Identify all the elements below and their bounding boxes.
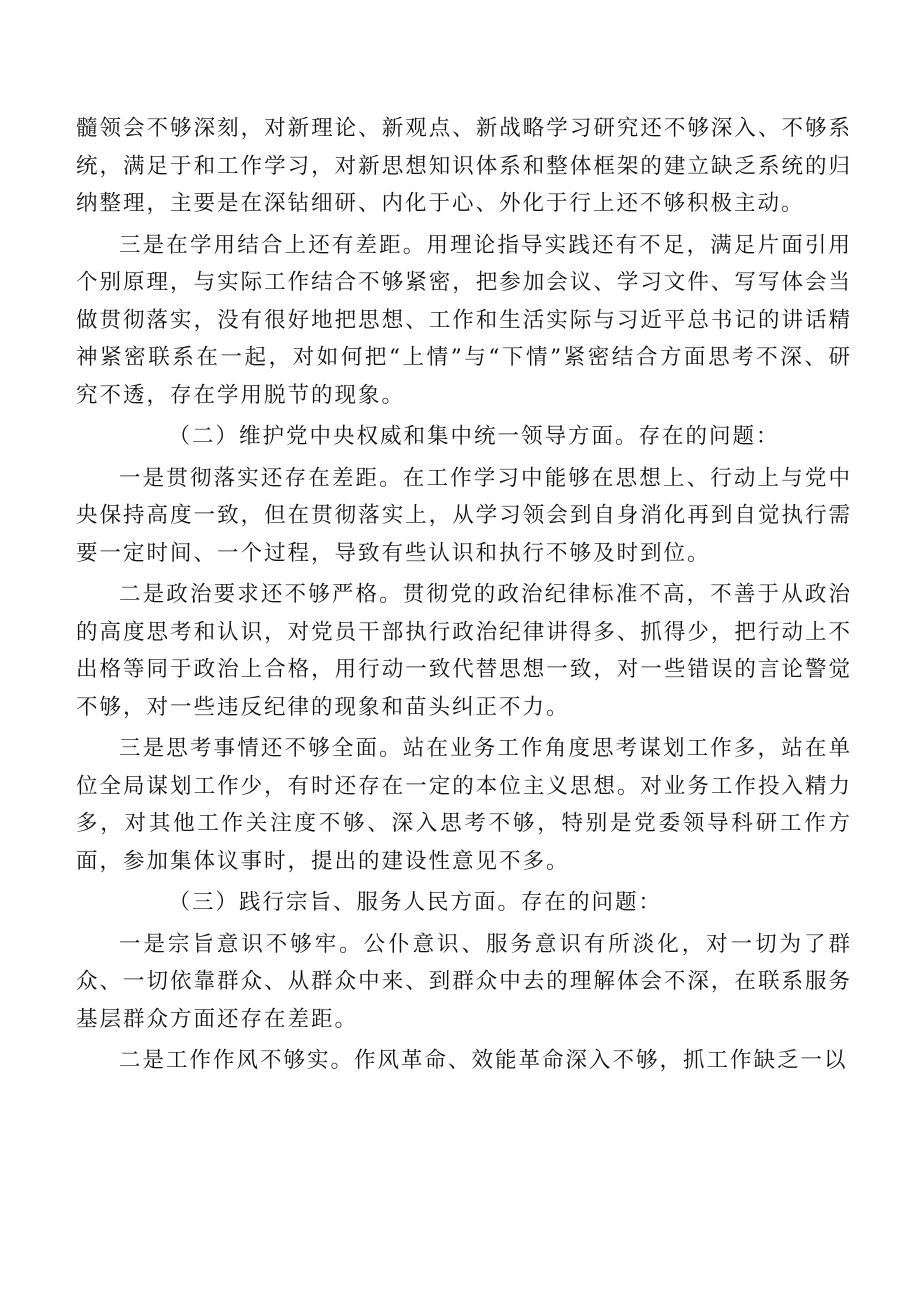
document-body bbox=[76, 110, 852, 1080]
paragraph-comprehensive-thinking: 三是思考事情还不够全面。站在业务工作角度思考谋划工作多，站在单位全局谋划工作少，有时还存在一定的本位主义思想。对业务工作投入精力多，对其他工作关注度不够、深入思考不够，特别是党委领导科研工作方面，参加集体议事时，提出的建设性意见不多。 bbox=[76, 736, 852, 874]
paragraph-continuation: 髓领会不够深刻，对新理论、新观点、新战略学习研究还不够深入、不够系统，满足于和工作学习，对新思想知识体系和整体框架的建立缺乏系统的归纳整理，主要是在深钻细研、内化于心、外化于行上还不够积极主动。 bbox=[76, 116, 852, 216]
paragraph-purpose-awareness: 一是宗旨意识不够牢。公仆意识、服务意识有所淡化，对一切为了群众、一切依靠群众、从群众中来、到群众中去的理解体会不深，在联系服务基层群众方面还存在差距。 bbox=[76, 931, 852, 1032]
section-heading-3: （三）践行宗旨、服务人民方面。存在的问题： bbox=[168, 890, 662, 915]
paragraph-study-application-gap: 三是在学用结合上还有差距。用理论指导实践还有不足，满足片面引用个别原理，与实际工作结合不够紧密，把参加会议、学习文件、写写体会当做贯彻落实，没有很好地把思想、工作和生活实际与习近平总书记的讲话精神紧密联系在一起，对如何把“上情”与“下情”紧密结合方面思考不深、研究不透，存在学用脱节的现象。 bbox=[76, 232, 852, 408]
paragraph-implementation-gap: 一是贯彻落实还存在差距。在工作学习中能够在思想上、行动上与党中央保持高度一致，但在贯彻落实上，从学习领会到自身消化再到自觉执行需要一定时间、一个过程，导致有些认识和执行不够及时到位。 bbox=[76, 465, 852, 566]
paragraph-work-style: 二是工作作风不够实。作风革命、效能革命深入不够，抓工作缺乏一以 bbox=[119, 1048, 848, 1073]
section-heading-2: （二）维护党中央权威和集中统一领导方面。存在的问题： bbox=[168, 424, 780, 449]
paragraph-political-requirements: 二是政治要求还不够严格。贯彻党的政治纪律标准不高，不善于从政治的高度思考和认识，对党员干部执行政治纪律讲得多、抓得少，把行动上不出格等同于政治上合格，用行动一致代替思想一致，对一些错误的言论警觉不够，对一些违反纪律的现象和苗头纠正不力。 bbox=[76, 582, 852, 720]
